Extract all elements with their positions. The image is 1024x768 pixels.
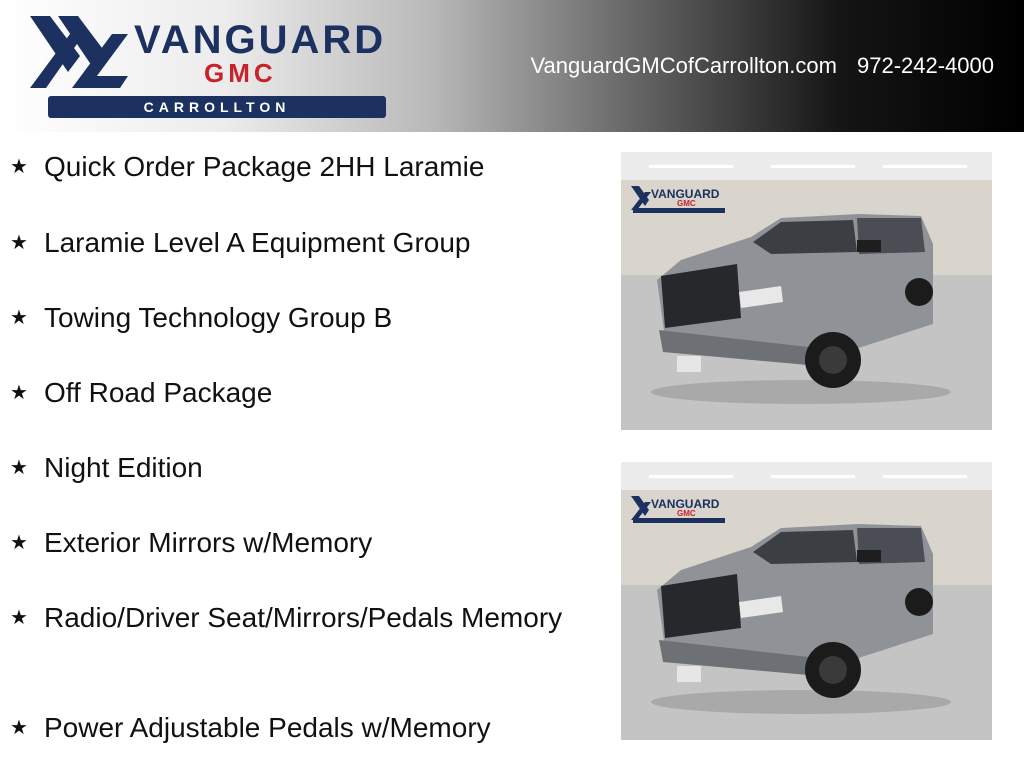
- star-icon: ★: [10, 232, 28, 254]
- svg-text:GMC: GMC: [677, 509, 696, 518]
- header-banner: [0, 0, 1024, 132]
- feature-label: Radio/Driver Seat/Mirrors/Pedals Memory: [44, 602, 563, 633]
- dealer-phone-link[interactable]: 972-242-4000: [856, 53, 994, 78]
- feature-label: Laramie Level A Equipment Group: [44, 227, 471, 258]
- star-icon: ★: [10, 307, 28, 329]
- star-icon: ★: [10, 457, 28, 479]
- svg-text:VANGUARD: VANGUARD: [651, 497, 720, 511]
- feature-label: Exterior Mirrors w/Memory: [44, 527, 373, 558]
- truck-photo-icon: [621, 152, 992, 430]
- logo-city-text: CARROLLTON: [143, 99, 291, 115]
- star-icon: ★: [10, 532, 28, 554]
- star-icon: ★: [10, 607, 28, 629]
- dealer-logo[interactable]: [28, 8, 418, 124]
- star-icon: ★: [10, 717, 28, 739]
- vehicle-photo-2[interactable]: [621, 462, 992, 740]
- vehicle-photo-1[interactable]: [621, 152, 992, 430]
- feature-label: Night Edition: [44, 452, 203, 483]
- feature-label: Off Road Package: [44, 377, 273, 408]
- star-icon: ★: [10, 156, 28, 178]
- feature-label: Power Adjustable Pedals w/Memory: [44, 712, 491, 743]
- logo-city-bar: [48, 96, 386, 118]
- dealer-contact: [530, 52, 994, 80]
- svg-text:GMC: GMC: [677, 199, 696, 208]
- star-icon: ★: [10, 382, 28, 404]
- dealer-website-link[interactable]: VanguardGMCofCarrollton.com: [530, 53, 837, 78]
- vanguard-logo-mark-icon: [28, 12, 132, 92]
- feature-label: Quick Order Package 2HH Laramie: [44, 151, 485, 182]
- logo-brand-text: VANGUARD: [134, 18, 387, 62]
- svg-text:VANGUARD: VANGUARD: [651, 187, 720, 201]
- truck-photo-icon: [621, 462, 992, 740]
- logo-make-text: GMC: [204, 58, 277, 88]
- feature-label: Towing Technology Group B: [44, 302, 393, 333]
